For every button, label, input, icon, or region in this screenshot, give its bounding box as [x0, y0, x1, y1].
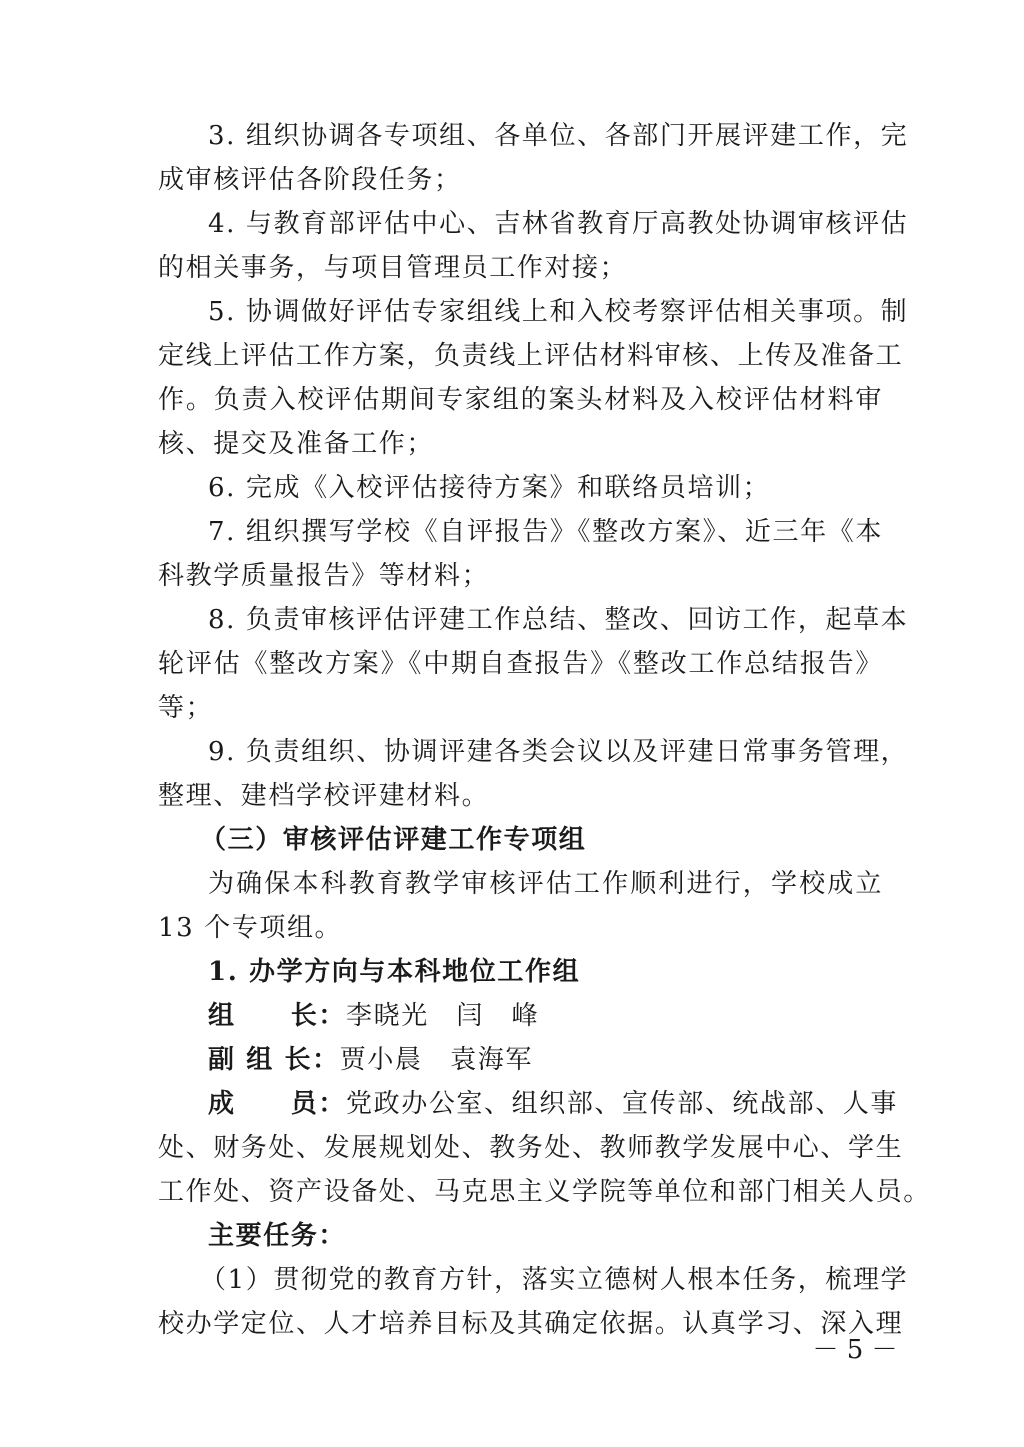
paragraph-line: 6. 完成《入校评估接待方案》和联络员培训； [208, 473, 771, 503]
group-leader-line [208, 994, 883, 1038]
group-members-value: 党政办公室、组织部、宣传部、统战部、人事 [346, 1089, 899, 1119]
paragraph-line: 9. 负责组织、协调评建各类会议以及评建日常事务管理， [208, 737, 909, 767]
paragraph-line: 7. 组织撰写学校《自评报告》《整改方案》、近三年《本 [208, 517, 883, 547]
paragraph-line: 等； [158, 693, 214, 723]
group-deputy-label: 副 组 长： [208, 1045, 340, 1075]
paragraph-line: 成审核评估各阶段任务； [158, 165, 462, 195]
paragraph-line: 科教学质量报告》等材料； [158, 561, 490, 591]
group-members-line [208, 1082, 899, 1126]
group-leader-value: 李晓光 闫 峰 [346, 1001, 540, 1031]
paragraph-line: 工作处、资产设备处、马克思主义学院等单位和部门相关人员。 [158, 1177, 931, 1207]
paragraph-line: 轮评估《整改方案》《中期自查报告》《整改工作总结报告》 [158, 649, 883, 679]
paragraph-line: 作。负责入校评估期间专家组的案头材料及入校评估材料审 [158, 385, 883, 415]
page-number: － 5 － [812, 1335, 898, 1365]
paragraph-line: （1）贯彻党的教育方针，落实立德树人根本任务，梳理学 [200, 1265, 909, 1295]
paragraph-line: 校办学定位、人才培养目标及其确定依据。认真学习、深入理 [158, 1309, 904, 1339]
group-leader-label: 组 长： [208, 1001, 347, 1031]
paragraph-line: 8. 负责审核评估评建工作总结、整改、回访工作，起草本 [208, 605, 909, 635]
paragraph-line: 4. 与教育部评估中心、吉林省教育厅高教处协调审核评估 [208, 209, 909, 239]
paragraph-line: 整理、建档学校评建材料。 [158, 781, 490, 811]
paragraph-line: 处、财务处、发展规划处、教务处、教师教学发展中心、学生 [158, 1133, 904, 1163]
paragraph-line: 的相关事务，与项目管理员工作对接； [158, 253, 628, 283]
group-deputy-value: 贾小晨 袁海军 [339, 1045, 533, 1075]
paragraph-line: 3. 组织协调各专项组、各单位、各部门开展评建工作，完 [208, 121, 909, 151]
paragraph-line: 5. 协调做好评估专家组线上和入校考察评估相关事项。制 [208, 297, 909, 327]
paragraph-line: 定线上评估工作方案，负责线上评估材料审核、上传及准备工 [158, 341, 904, 371]
group-deputy-line [208, 1038, 883, 1082]
group-members-label: 成 员： [208, 1089, 347, 1119]
tasks-heading: 主要任务： [208, 1221, 347, 1251]
group-title: 1. 办学方向与本科地位工作组 [208, 957, 581, 987]
paragraph-line: 为确保本科教育教学审核评估工作顺利进行，学校成立 [208, 869, 883, 899]
section-heading: （三）审核评估评建工作专项组 [200, 825, 587, 855]
paragraph-line: 核、提交及准备工作； [158, 429, 435, 459]
paragraph-line: 13 个专项组。 [158, 913, 343, 943]
